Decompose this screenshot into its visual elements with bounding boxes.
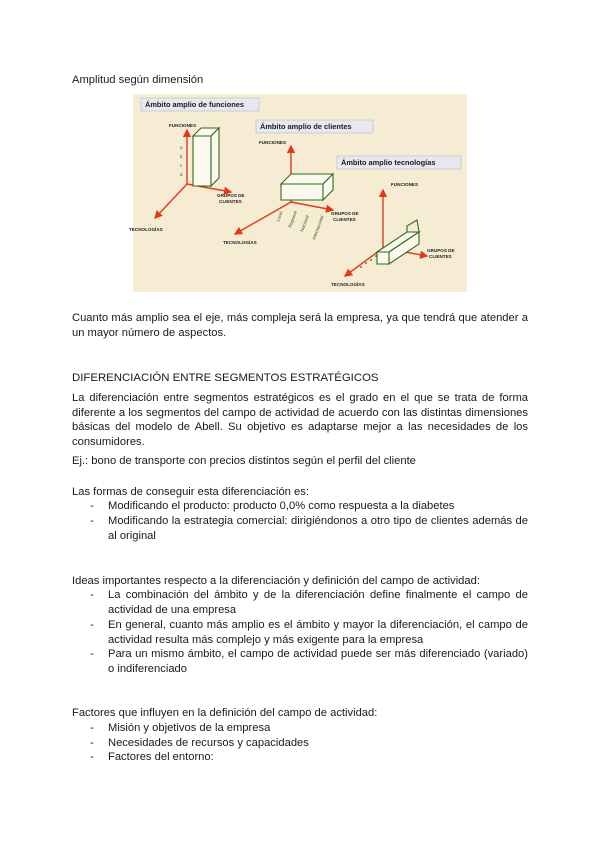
formas-intro: Las formas de conseguir esta diferenciación es: [72,486,309,498]
abell-diagram [129,94,467,292]
panel2-segment-labels [275,210,324,240]
bullet-dash: - [90,751,94,763]
panel3-y-axis-label: FUNCIONES [391,182,419,187]
panel3-title: Ámbito amplio tecnologías [341,158,436,167]
panel2-x-axis-label-2: CLIENTES [333,217,356,222]
panel1-x-axis-label-2: CLIENTES [219,199,242,204]
formas-item-2: Modificando la estrategia comercial: dirigiéndonos a otro tipo de clientes además de al original [108,515,528,542]
panel2-y-axis-label: FUNCIONES [259,140,287,145]
paragraph-ejemplo: Ej.: bono de transporte con precios distintos según el perfil del cliente [72,455,416,467]
bullet-dash: - [90,589,94,601]
paragraph-diferenciacion: La diferenciación entre segmentos estratégicos es el grado en el que se trata de forma diferente a los segmentos del campo de actividad de acuerdo con las distintas dimensiones básicas del modelo de Abell. Su objetivo es adaptarse mejor a las necesidades de los consumidores. [72,392,528,448]
bullet-dash: - [90,737,94,749]
panel1-title: Ámbito amplio de funciones [145,100,244,109]
formas-item-1: Modificando el producto: producto 0,0% como respuesta a la diabetes [108,500,455,512]
panel3-z-ticks [360,255,377,268]
bullet-dash: - [90,722,94,734]
panel2-title: Ámbito amplio de clientes [260,122,352,131]
panel1-tick-a: a [180,145,183,150]
panel3-x-axis-label-1: GRUPOS DE [427,248,455,253]
bullet-dash: - [90,648,94,660]
ideas-item-3: Para un mismo ámbito, el campo de actividad puede ser más diferenciado (variado) o indiferenciado [108,648,528,675]
factores-item-3: Factores del entorno: [108,751,214,763]
section-heading-diferenciacion: DIFERENCIACIÓN ENTRE SEGMENTOS ESTRATÉGICOS [72,372,379,384]
panel2-segment-nacional: Nacional [299,214,310,233]
factores-intro: Factores que influyen en la definición del campo de actividad: [72,707,378,719]
section-heading-amplitud: Amplitud según dimensión [72,74,204,86]
panel1-tick-b: b [180,154,183,159]
panel1-box [193,128,219,186]
panel1-x-axis-label-1: GRUPOS DE [217,193,245,198]
panel2-x-axis-label-1: GRUPOS DE [331,211,359,216]
bullet-dash: - [90,619,94,631]
panel1-z-axis-label: TECNOLOGÍAS [129,227,163,232]
ideas-item-1: La combinación del ámbito y de la diferenciación define finalmente el campo de actividad de una empresa [108,589,528,616]
paragraph-amplitud: Cuanto más amplio sea el eje, más compleja será la empresa, ya que tendrá que atender a un mayor número de aspectos. [72,312,528,339]
ideas-intro: Ideas importantes respecto a la diferenciación y definición del campo de actividad: [72,575,480,587]
panel2-segment-local: Local [275,210,284,223]
panel2-box [281,174,333,200]
panel1-tick-c: c [180,163,183,168]
panel2-segment-internacional: Internacional [311,214,325,241]
bullet-dash: - [90,500,94,512]
abell-dimensions-figure [129,94,467,292]
panel2-segment-regional: Regional [287,210,298,229]
panel1-y-axis-label: FUNCIONES [169,123,197,128]
factores-item-2: Necesidades de recursos y capacidades [108,737,309,749]
panel2-z-axis-label: TECNOLOGÍAS [223,240,257,245]
panel1-tick-d: d [180,172,183,177]
factores-item-1: Misión y objetivos de la empresa [108,722,271,734]
bullet-dash: - [90,515,94,527]
panel3-x-axis-label-2: CLIENTES [429,254,452,259]
ideas-item-2: En general, cuanto más amplio es el ámbito y mayor la diferenciación, el campo de actividad resulta más complejo y más exigente para la empresa [108,619,528,646]
panel3-z-axis-label: TECNOLOGÍAS [331,282,365,287]
